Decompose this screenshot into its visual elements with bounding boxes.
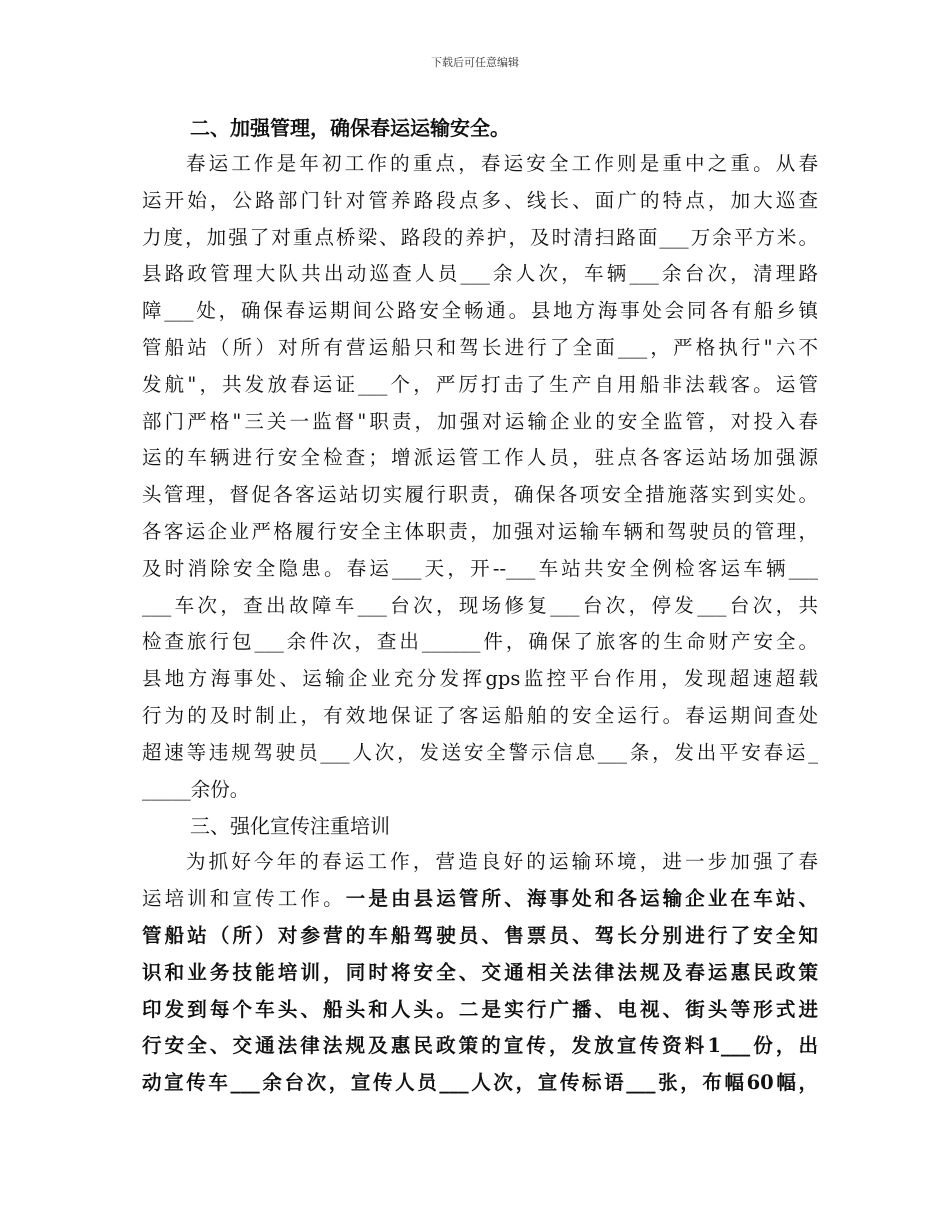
paragraph-text: 运培训和宣传工作。	[142, 887, 346, 911]
paragraph-line: 部门严格"三关一监督"职责，加强对运输企业的安全监管，对投入春	[142, 409, 818, 433]
paragraph-line-mixed	[142, 881, 818, 918]
paragraph-line: 县路政管理大队共出动巡查人员___余人次，车辆___余台次，清理路	[142, 262, 818, 286]
page-header-note: 下载后可任意编辑	[431, 56, 519, 69]
paragraph-line: 障___处，确保春运期间公路安全畅通。县地方海事处会同各有船乡镇	[142, 299, 818, 323]
section-3-paragraph	[142, 844, 818, 1102]
paragraph-line: _____余份。	[142, 777, 250, 801]
paragraph-line-bold: 识和业务技能培训，同时将安全、交通相关法律法规及春运惠民政策	[142, 960, 818, 984]
paragraph-text-bold: 一是由县运管所、海事处和各运输企业在车站、	[345, 887, 818, 911]
paragraph-line: 春运工作是年初工作的重点，春运安全工作则是重中之重。从春	[186, 152, 818, 175]
paragraph-line: 及时消除安全隐患。春运___天，开--___车站共安全例检客运车辆___	[142, 556, 818, 580]
paragraph-line: 为抓好今年的春运工作，营造良好的运输环境，进一步加强了春	[186, 850, 818, 874]
paragraph-line-bold: 动宣传车___余台次，宣传人员___人次，宣传标语___张，布幅60幅，	[142, 1071, 818, 1095]
paragraph-line: 运开始，公路部门针对管养路段点多、线长、面广的特点，加大巡查	[142, 188, 818, 212]
paragraph-line: 管船站（所）对所有营运船只和驾长进行了全面___，严格执行"六不	[142, 335, 818, 359]
section-2-heading: 二、加强管理，确保春运运输安全。	[190, 116, 510, 140]
paragraph-line: 各客运企业严格履行安全主体职责，加强对运输车辆和驾驶员的管理，	[142, 519, 818, 543]
paragraph-line: 县地方海事处、运输企业充分发挥gps监控平台作用，发现超速超载	[142, 667, 818, 691]
paragraph-line: ___车次，查出故障车___台次，现场修复___台次，停发___台次，共	[142, 593, 818, 617]
document-body	[142, 110, 818, 1102]
section-2-paragraph	[142, 146, 818, 808]
paragraph-line-bold: 印发到每个车头、船头和人头。二是实行广播、电视、街头等形式进	[142, 997, 818, 1021]
paragraph-line: 行为的及时制止，有效地保证了客运船舶的安全运行。春运期间查处	[142, 703, 818, 727]
section-3-heading: 三、强化宣传注重培训	[190, 814, 390, 839]
paragraph-line-bold: 行安全、交通法律法规及惠民政策的宣传，发放宣传资料1___份，出	[142, 1034, 818, 1058]
paragraph-line: 力度，加强了对重点桥梁、路段的养护，及时清扫路面___万余平方米。	[142, 225, 818, 249]
paragraph-line: 头管理，督促各客运站切实履行职责，确保各项安全措施落实到实处。	[142, 483, 818, 507]
paragraph-line: 发航"，共发放春运证___个，严厉打击了生产自用船非法载客。运管	[142, 372, 818, 396]
paragraph-line: 运的车辆进行安全检查；增派运管工作人员，驻点各客运站场加强源	[142, 446, 818, 470]
paragraph-line: 超速等违规驾驶员___人次，发送安全警示信息___条，发出平安春运_	[142, 740, 818, 764]
paragraph-line-bold: 管船站（所）对参营的车船驾驶员、售票员、驾长分别进行了安全知	[142, 923, 818, 947]
paragraph-line: 检查旅行包___余件次，查出______件，确保了旅客的生命财产安全。	[142, 630, 818, 654]
